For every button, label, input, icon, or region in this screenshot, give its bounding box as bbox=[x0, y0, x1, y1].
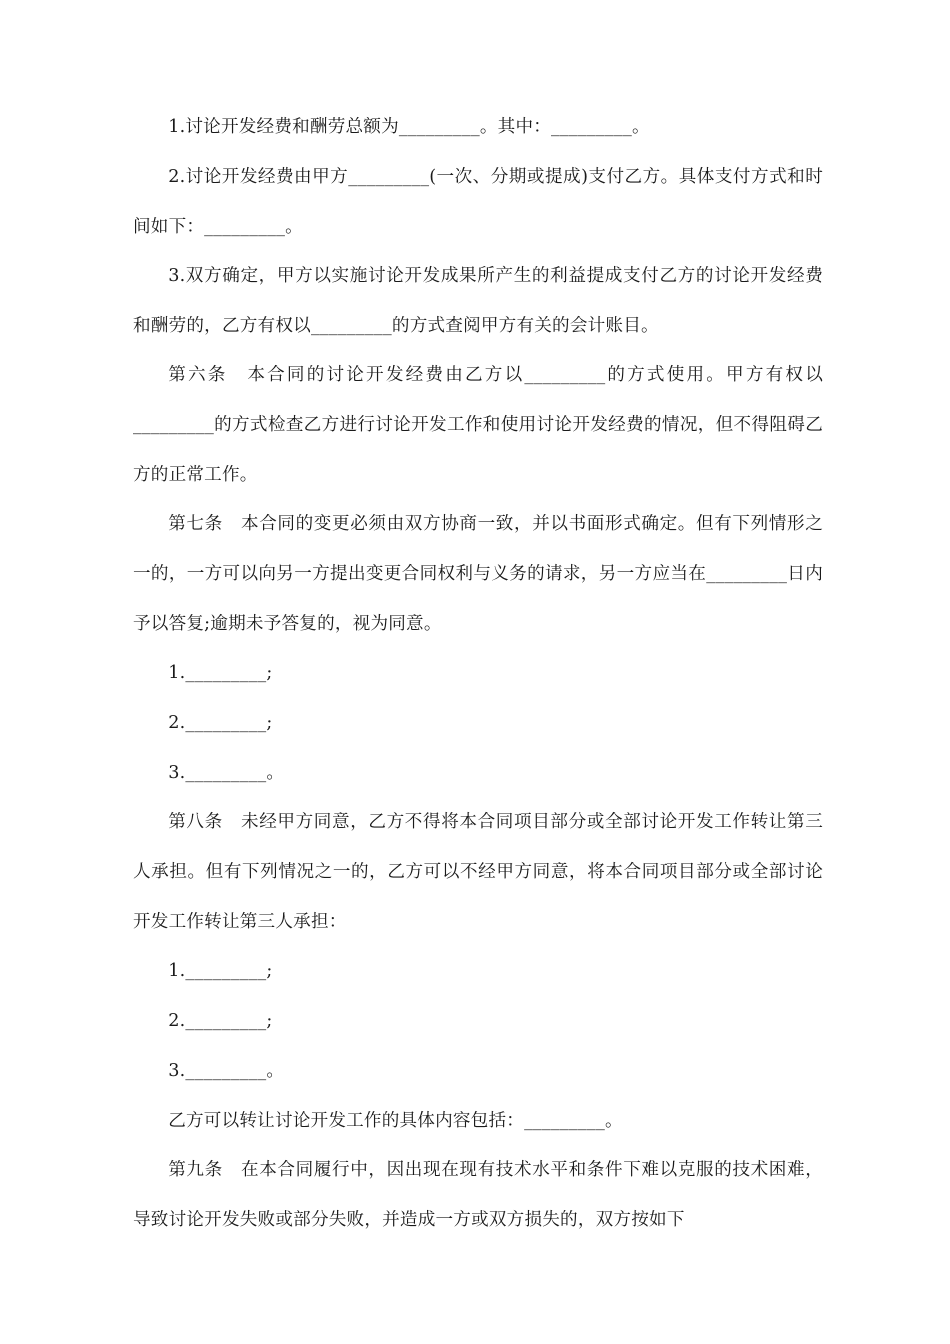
list-item-7-2: 2._________; bbox=[168, 713, 273, 733]
paragraph-funding-total: 1.讨论开发经费和酬劳总额为_________。其中：_________。 bbox=[168, 117, 650, 137]
list-item-7-3: 3._________。 bbox=[168, 763, 285, 783]
list-item-8-3: 3._________。 bbox=[168, 1061, 285, 1081]
list-item-8-1: 1._________; bbox=[168, 961, 273, 981]
paragraph-transfer-content: 乙方可以转让讨论开发工作的具体内容包括：_________。 bbox=[168, 1111, 623, 1131]
paragraph-payment-method: 2.讨论开发经费由甲方_________(一次、分期或提成)支付乙方。具体支付方式和时间如下：_________。 bbox=[133, 167, 823, 237]
list-item-8-2: 2._________; bbox=[168, 1011, 273, 1031]
paragraph-article-8: 第八条 未经甲方同意，乙方不得将本合同项目部分或全部讨论开发工作转让第三人承担。但有下列情况之一的，乙方可以不经甲方同意，将本合同项目部分或全部讨论开发工作转让第三人承担： bbox=[133, 812, 823, 932]
paragraph-article-9: 第九条 在本合同履行中，因出现在现有技术水平和条件下难以克服的技术困难，导致讨论开发失败或部分失败，并造成一方或双方损失的，双方按如下 bbox=[133, 1160, 823, 1230]
paragraph-article-7: 第七条 本合同的变更必须由双方协商一致，并以书面形式确定。但有下列情形之一的，一方可以向另一方提出变更合同权利与义务的请求，另一方应当在_________日内予以答复;逾期未予答复的，视为同意。 bbox=[133, 514, 823, 634]
list-item-7-1: 1._________; bbox=[168, 663, 273, 683]
paragraph-account-review: 3.双方确定，甲方以实施讨论开发成果所产生的利益提成支付乙方的讨论开发经费和酬劳的，乙方有权以_________的方式查阅甲方有关的会计账目。 bbox=[133, 266, 823, 336]
paragraph-article-6: 第六条 本合同的讨论开发经费由乙方以_________的方式使用。甲方有权以_________的方式检查乙方进行讨论开发工作和使用讨论开发经费的情况，但不得阻碍乙方的正常工作。 bbox=[133, 365, 823, 485]
